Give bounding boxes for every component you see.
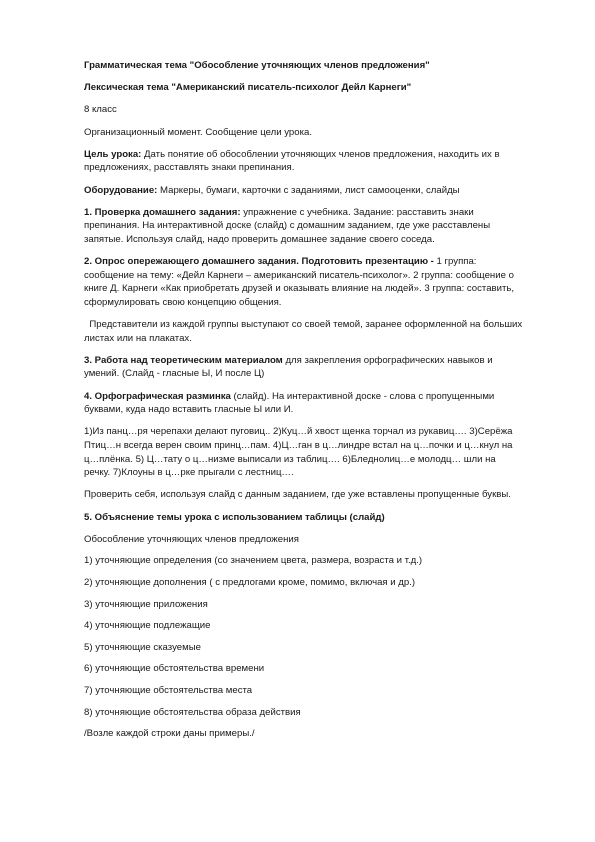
goal-label: Цель урока:	[84, 148, 142, 160]
step5-heading: 5. Объяснение темы урока с использованием таблицы (слайд)	[84, 511, 385, 523]
list-item: 8) уточняющие обстоятельства образа действия	[84, 706, 301, 718]
list-item: 6) уточняющие обстоятельства времени	[84, 663, 265, 675]
step1-label: 1. Проверка домашнего задания:	[84, 206, 241, 218]
document-body	[84, 59, 528, 749]
table-title: Обособление уточняющих членов предложения	[84, 533, 299, 545]
list-item: 2) уточняющие дополнения ( с предлогами кроме, помимо, включая и др.)	[84, 576, 416, 588]
list-item: 5) уточняющие сказуемые	[84, 641, 201, 653]
step3-label: 3. Работа над теоретическим материалом	[84, 354, 283, 366]
list-item: 4) уточняющие подлежащие	[84, 620, 211, 632]
step2-label: 2. Опрос опережающего домашнего задания. Подготовить презентацию -	[84, 256, 434, 268]
list-item: 3) уточняющие приложения	[84, 598, 208, 610]
check-paragraph: Проверить себя, используя слайд с данным заданием, где уже вставлены пропущенные буквы.	[84, 489, 511, 501]
step4-paragraph	[84, 390, 524, 417]
step1-paragraph	[84, 206, 524, 247]
goal-text: Дать понятие об обособлении уточняющих членов предложения, находить их в предложениях, расставлять знаки препинания.	[84, 148, 500, 174]
list-item: 1) уточняющие определения (со значением цвета, размера, возраста и т.д.)	[84, 555, 423, 567]
grade-line: 8 класс	[84, 104, 117, 116]
org-moment-paragraph: Организационный момент. Сообщение цели урока.	[84, 126, 313, 138]
grammar-theme-heading: Грамматическая тема "Обособление уточняющих членов предложения"	[84, 60, 430, 71]
lexical-theme-heading: Лексическая тема "Американский писатель-психолог Дейл Карнеги"	[84, 82, 412, 94]
equipment-paragraph	[84, 184, 524, 198]
equipment-label: Оборудование:	[84, 184, 158, 196]
step2-paragraph	[84, 255, 524, 309]
step2-text: 1 группа: сообщение на тему: «Дейл Карнеги – американский писатель-психолог». 2 группа: сообщение о книге Д. Карнеги «Как приобретать друзей и оказывать влияние на людей». 3 группа: составить, сформулировать свою концепцию общения.	[84, 256, 515, 308]
step1-text: упражнение с учебника. Задание: расставить знаки препинания. На интерактивной доске (слайд) с домашним заданием, где уже расставлены запятые. Используя слайд, надо проверить домашнее задание своего соседа.	[84, 206, 491, 245]
goal-paragraph	[84, 148, 524, 175]
exercise-paragraph: 1)Из панц…ря черепахи делают пуговиц.. 2)Куц…й хвост щенка торчал из рукавиц…. 3)Серёжа Птиц…н всегда верен своим принц…пам. 4)Ц…ган в ц…линдре встал на ц…почки и ц…кнул на ц…плёнка. 5) Ц…тату о ц…низме выписали из таблиц…. 6)Бледнолиц…е молодц… шли на речку. 7)Клоуны в ц…рке прыгали с лестниц….	[84, 426, 513, 479]
step4-label: 4. Орфографическая разминка	[84, 390, 231, 402]
footer-note: /Возле каждой строки даны примеры./	[84, 728, 255, 740]
representatives-paragraph: Представители из каждой группы выступают со своей темой, заранее оформленной на больших листах или на плакатах.	[84, 319, 528, 344]
step4-text: (слайд). На интерактивной доске - слова с пропущенными буквами, куда надо вставить гласные Ы или И.	[84, 390, 495, 416]
step3-text: для закрепления орфографических навыков и умений. (Слайд - гласные Ы, И после Ц)	[84, 354, 493, 380]
step3-paragraph	[84, 354, 524, 381]
list-item: 7) уточняющие обстоятельства места	[84, 684, 253, 696]
equipment-text: Маркеры, бумаги, карточки с заданиями, лист самооценки, слайды	[157, 184, 460, 196]
